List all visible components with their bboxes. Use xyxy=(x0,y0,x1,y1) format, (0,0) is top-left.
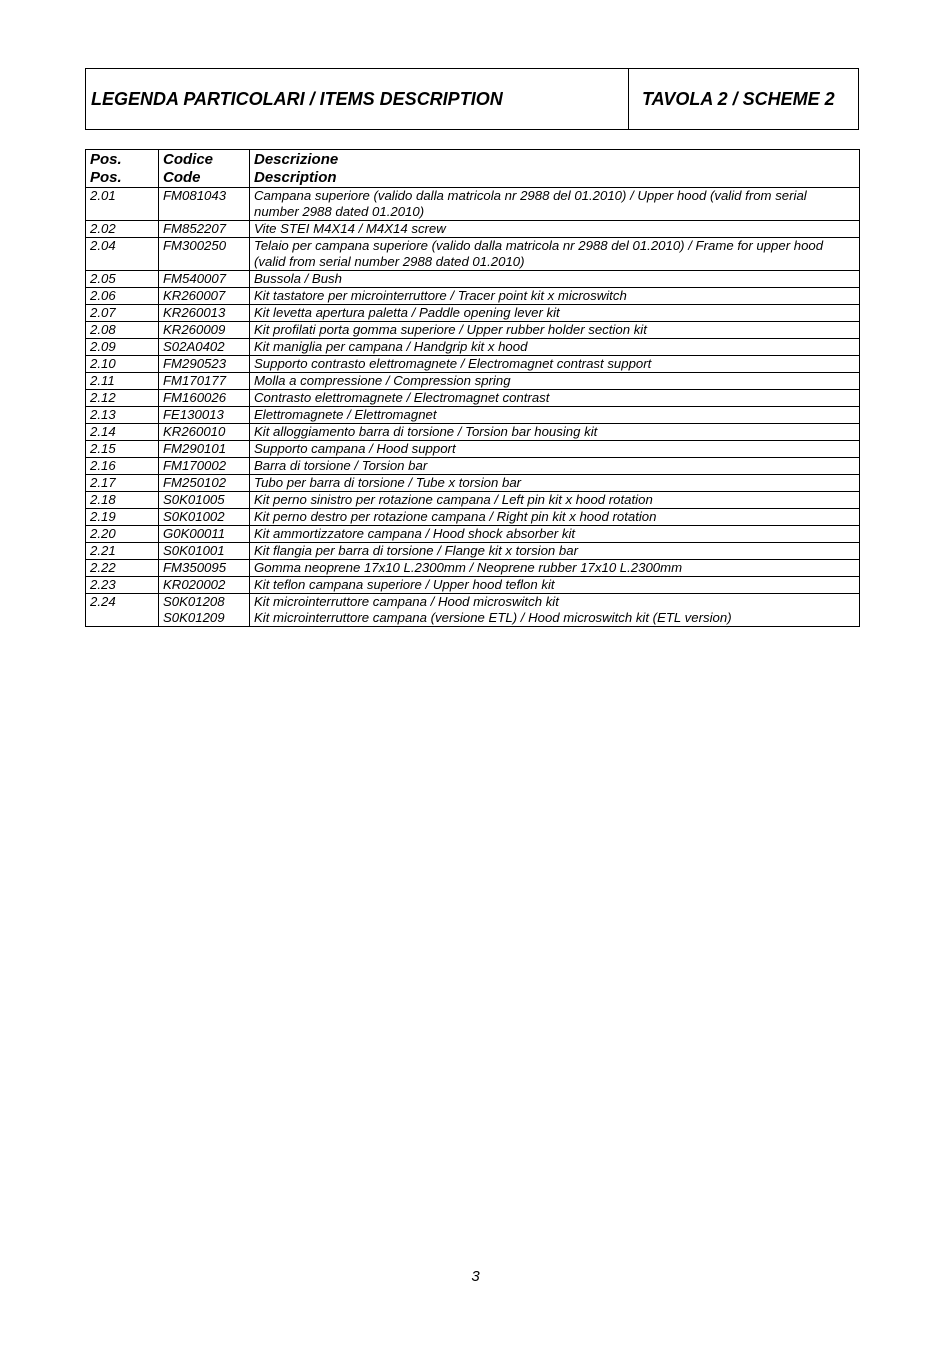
table-row xyxy=(86,322,860,339)
code-cell: FM290101 xyxy=(159,441,250,458)
description-cell: Telaio per campana superiore (valido dalla matricola nr 2988 del 01.2010) / Frame for upper hood (valid from serial number 2988 dated 01.2010) xyxy=(250,238,860,271)
description-cell: Kit perno sinistro per rotazione campana / Left pin kit x hood rotation xyxy=(250,492,860,509)
table-row xyxy=(86,560,860,577)
code-line: S0K01209 xyxy=(163,610,225,625)
code-cell: FM350095 xyxy=(159,560,250,577)
table-row xyxy=(86,475,860,492)
description-line: Kit microinterruttore campana / Hood microswitch kit xyxy=(254,594,559,609)
pos-cell: 2.24 xyxy=(86,594,159,627)
code-cell: FM300250 xyxy=(159,238,250,271)
description-cell: Kit flangia per barra di torsione / Flange kit x torsion bar xyxy=(250,543,860,560)
description-cell: Tubo per barra di torsione / Tube x torsion bar xyxy=(250,475,860,492)
table-row xyxy=(86,271,860,288)
code-cell: FM852207 xyxy=(159,221,250,238)
description-cell: Supporto contrasto elettromagnete / Electromagnet contrast support xyxy=(250,356,860,373)
pos-column-header xyxy=(86,150,159,188)
description-line: Kit microinterruttore campana (versione ETL) / Hood microswitch kit (ETL version) xyxy=(254,610,732,625)
code-cell: KR260010 xyxy=(159,424,250,441)
table-row xyxy=(86,238,860,271)
items-description-title: LEGENDA PARTICOLARI / ITEMS DESCRIPTION xyxy=(86,69,629,129)
pos-cell: 2.04 xyxy=(86,238,159,271)
pos-cell: 2.14 xyxy=(86,424,159,441)
pos-cell: 2.15 xyxy=(86,441,159,458)
description-cell: Kit tastatore per microinterruttore / Tracer point kit x microswitch xyxy=(250,288,860,305)
description-cell: Gomma neoprene 17x10 L.2300mm / Neoprene rubber 17x10 L.2300mm xyxy=(250,560,860,577)
pos-cell: 2.10 xyxy=(86,356,159,373)
scheme-title: TAVOLA 2 / SCHEME 2 xyxy=(642,88,835,109)
desc-header-en: Description xyxy=(254,169,337,186)
code-cell: KR260007 xyxy=(159,288,250,305)
code-cell: FM540007 xyxy=(159,271,250,288)
pos-cell: 2.12 xyxy=(86,390,159,407)
table-row xyxy=(86,424,860,441)
page-number: 3 xyxy=(471,1268,480,1285)
pos-cell: 2.06 xyxy=(86,288,159,305)
description-cell: Campana superiore (valido dalla matricola nr 2988 del 01.2010) / Upper hood (valid from serial number 2988 dated 01.2010) xyxy=(250,188,860,221)
code-cell: FM170177 xyxy=(159,373,250,390)
table-header-row xyxy=(86,150,860,188)
pos-cell: 2.17 xyxy=(86,475,159,492)
table-row xyxy=(86,288,860,305)
pos-cell: 2.18 xyxy=(86,492,159,509)
code-cell xyxy=(159,594,250,627)
pos-cell: 2.20 xyxy=(86,526,159,543)
items-table-body xyxy=(86,188,860,627)
code-cell: FM290523 xyxy=(159,356,250,373)
description-cell xyxy=(250,594,860,627)
description-cell: Kit profilati porta gomma superiore / Upper rubber holder section kit xyxy=(250,322,860,339)
description-cell: Kit teflon campana superiore / Upper hood teflon kit xyxy=(250,577,860,594)
code-line: S0K01208 xyxy=(163,594,225,609)
pos-header-en: Pos. xyxy=(90,169,122,186)
table-row xyxy=(86,441,860,458)
description-cell: Supporto campana / Hood support xyxy=(250,441,860,458)
table-row xyxy=(86,577,860,594)
table-row xyxy=(86,356,860,373)
pos-cell: 2.01 xyxy=(86,188,159,221)
description-cell: Kit maniglia per campana / Handgrip kit x hood xyxy=(250,339,860,356)
pos-cell: 2.07 xyxy=(86,305,159,322)
table-row xyxy=(86,526,860,543)
pos-cell: 2.13 xyxy=(86,407,159,424)
table-row xyxy=(86,305,860,322)
table-row xyxy=(86,509,860,526)
description-cell: Vite STEI M4X14 / M4X14 screw xyxy=(250,221,860,238)
code-cell: FM081043 xyxy=(159,188,250,221)
code-cell: FM170002 xyxy=(159,458,250,475)
description-column-header xyxy=(250,150,860,188)
pos-cell: 2.23 xyxy=(86,577,159,594)
code-cell: S0K01002 xyxy=(159,509,250,526)
code-column-header xyxy=(159,150,250,188)
table-row xyxy=(86,373,860,390)
code-cell: FE130013 xyxy=(159,407,250,424)
table-row xyxy=(86,458,860,475)
table-row xyxy=(86,543,860,560)
code-cell: FM250102 xyxy=(159,475,250,492)
pos-cell: 2.19 xyxy=(86,509,159,526)
table-row xyxy=(86,492,860,509)
pos-cell: 2.02 xyxy=(86,221,159,238)
table-row xyxy=(86,407,860,424)
table-row xyxy=(86,594,860,627)
code-cell: G0K00011 xyxy=(159,526,250,543)
code-cell: S0K01005 xyxy=(159,492,250,509)
description-cell: Kit alloggiamento barra di torsione / Torsion bar housing kit xyxy=(250,424,860,441)
table-row xyxy=(86,390,860,407)
code-cell: KR260009 xyxy=(159,322,250,339)
code-cell: S0K01001 xyxy=(159,543,250,560)
table-row xyxy=(86,221,860,238)
code-cell: FM160026 xyxy=(159,390,250,407)
code-cell: KR260013 xyxy=(159,305,250,322)
description-cell: Contrasto elettromagnete / Electromagnet contrast xyxy=(250,390,860,407)
pos-cell: 2.11 xyxy=(86,373,159,390)
description-cell: Kit levetta apertura paletta / Paddle opening lever kit xyxy=(250,305,860,322)
description-cell: Elettromagnete / Elettromagnet xyxy=(250,407,860,424)
items-table xyxy=(85,149,860,627)
pos-cell: 2.16 xyxy=(86,458,159,475)
description-cell: Bussola / Bush xyxy=(250,271,860,288)
description-cell: Kit ammortizzatore campana / Hood shock absorber kit xyxy=(250,526,860,543)
table-row xyxy=(86,188,860,221)
pos-cell: 2.22 xyxy=(86,560,159,577)
document-header xyxy=(85,68,859,130)
pos-cell: 2.08 xyxy=(86,322,159,339)
code-header-it: Codice xyxy=(163,151,214,168)
code-cell: S02A0402 xyxy=(159,339,250,356)
pos-cell: 2.21 xyxy=(86,543,159,560)
pos-header-it: Pos. xyxy=(90,151,122,168)
code-cell: KR020002 xyxy=(159,577,250,594)
table-row xyxy=(86,339,860,356)
pos-cell: 2.09 xyxy=(86,339,159,356)
description-cell: Molla a compressione / Compression spring xyxy=(250,373,860,390)
pos-cell: 2.05 xyxy=(86,271,159,288)
code-header-en: Code xyxy=(163,169,201,186)
description-cell: Barra di torsione / Torsion bar xyxy=(250,458,860,475)
desc-header-it: Descrizione xyxy=(254,151,339,168)
description-cell: Kit perno destro per rotazione campana / Right pin kit x hood rotation xyxy=(250,509,860,526)
